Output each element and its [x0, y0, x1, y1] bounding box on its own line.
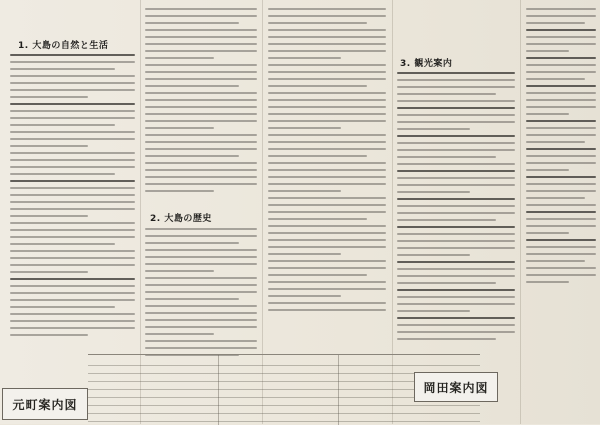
body-text-col1	[10, 54, 135, 341]
body-text-col4	[397, 72, 515, 345]
section-heading-sightseeing: 3. 観光案内	[400, 59, 453, 69]
column-fold	[520, 0, 521, 424]
body-text-col3	[268, 8, 386, 316]
body-text-col2-top	[145, 8, 257, 197]
body-text-col2-bottom	[145, 228, 257, 361]
section-heading-history: 2. 大島の歴史	[150, 214, 212, 224]
motomachi-map-label: 元町案内図	[2, 388, 88, 420]
section-heading-nature: 1. 大島の自然と生活	[18, 41, 109, 51]
body-text-col5	[526, 8, 596, 288]
okada-map-label: 岡田案内図	[414, 372, 498, 402]
